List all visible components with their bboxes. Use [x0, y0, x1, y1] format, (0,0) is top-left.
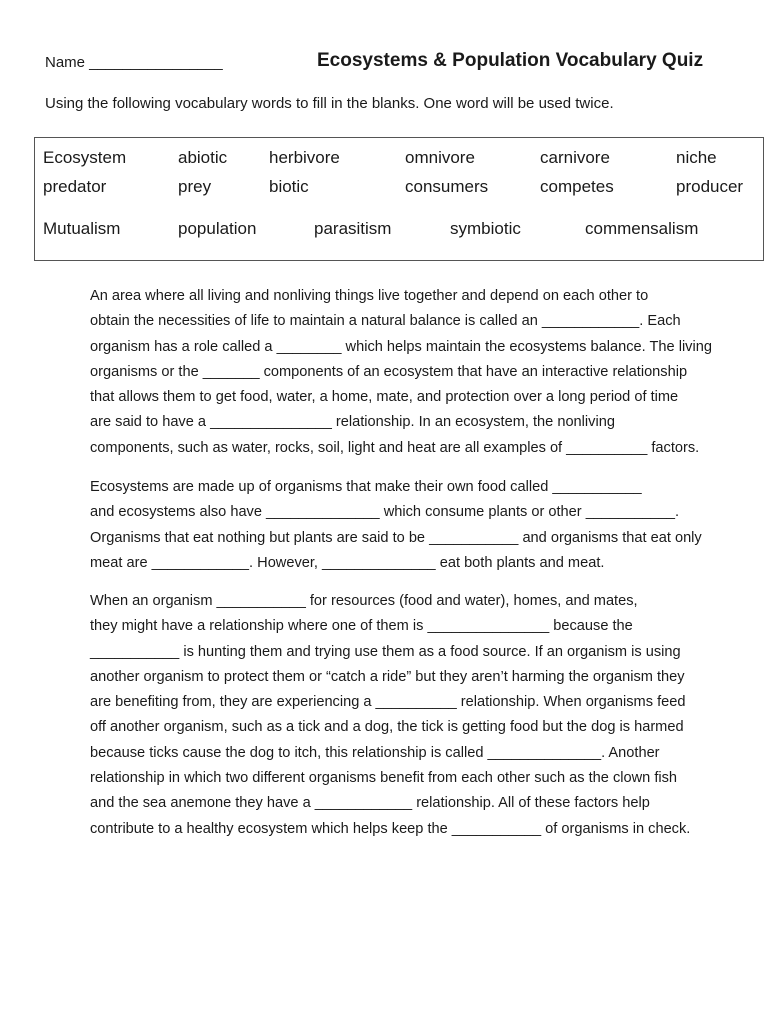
paragraph-line: off another organism, such as a tick and a dog, the tick is getting food but the dog is harmed — [90, 719, 684, 736]
paragraph-line: When an organism ___________ for resources (food and water), homes, and mates, — [90, 593, 638, 609]
paragraph-line: organisms or the _______ components of an ecosystem that have an interactive relationship — [90, 363, 688, 380]
paragraph-line: and the sea anemone they have a ____________ relationship. All of these factors help — [90, 795, 650, 812]
word-bank-item: herbivore — [269, 148, 340, 167]
paragraph-line: another organism to protect them or “catch a ride” but they aren’t harming the organism they — [90, 668, 685, 685]
paragraph-line: because ticks cause the dog to itch, this relationship is called ______________. Another — [90, 744, 660, 761]
word-bank-item: Ecosystem — [43, 148, 127, 167]
paragraph-line: relationship in which two different organisms benefit from each other such as the clown fish — [90, 770, 678, 787]
paragraph-line: contribute to a healthy ecosystem which helps keep the ___________ of organisms in check. — [90, 820, 691, 837]
paragraph-line: and ecosystems also have ______________ which consume plants or other ___________. — [90, 504, 680, 521]
word-bank-item: producer — [676, 177, 744, 196]
word-bank-item: abiotic — [178, 148, 228, 167]
word-bank-item: predator — [43, 177, 107, 196]
paragraph-relationships — [45, 589, 735, 842]
paragraph-line: organism has a role called a ________ which helps maintain the ecosystems balance. The living — [90, 338, 712, 355]
word-bank-item: consumers — [405, 177, 489, 196]
word-bank-item: niche — [676, 148, 717, 167]
word-bank-item: biotic — [269, 177, 309, 196]
word-bank-item: competes — [540, 177, 614, 196]
paragraph-line: Organisms that eat nothing but plants are said to be ___________ and organisms that eat only — [90, 529, 702, 546]
name-field-label: Name ________________ — [45, 54, 223, 71]
word-bank — [34, 137, 764, 261]
word-bank-item: prey — [178, 177, 212, 196]
word-bank-item: parasitism — [314, 219, 392, 238]
paragraph-line: Ecosystems are made up of organisms that make their own food called ___________ — [90, 479, 642, 495]
word-bank-item: Mutualism — [43, 219, 121, 238]
word-bank-item: population — [178, 219, 257, 238]
paragraph-line: meat are ____________. However, ______________ eat both plants and meat. — [90, 554, 605, 571]
paragraph-line: are said to have a _______________ relationship. In an ecosystem, the nonliving — [90, 414, 615, 431]
paragraph-line: they might have a relationship where one of them is _______________ because the — [90, 618, 633, 635]
word-bank-item: carnivore — [540, 148, 610, 167]
paragraph-line: An area where all living and nonliving things live together and depend on each other to — [90, 288, 649, 304]
paragraph-line: obtain the necessities of life to maintain a natural balance is called an ____________. Each — [90, 313, 681, 330]
paragraph-line: components, such as water, rocks, soil, light and heat are all examples of __________ factors. — [90, 439, 700, 456]
paragraph-line: ___________ is hunting them and trying use them as a food source. If an organism is using — [90, 643, 681, 660]
word-bank-item: symbiotic — [450, 219, 521, 238]
instructions: Using the following vocabulary words to fill in the blanks. One word will be used twice. — [45, 95, 614, 112]
page-title: Ecosystems & Population Vocabulary Quiz — [317, 50, 704, 71]
paragraph-line: are benefiting from, they are experiencing a __________ relationship. When organisms feed — [90, 694, 686, 711]
word-bank-item: commensalism — [585, 219, 699, 238]
paragraph-line: that allows them to get food, water, a home, mate, and protection over a long period of time — [90, 389, 679, 406]
paragraph-ecosystem — [45, 284, 735, 461]
paragraph-producers-consumers — [45, 475, 735, 576]
word-bank-item: omnivore — [405, 148, 475, 167]
